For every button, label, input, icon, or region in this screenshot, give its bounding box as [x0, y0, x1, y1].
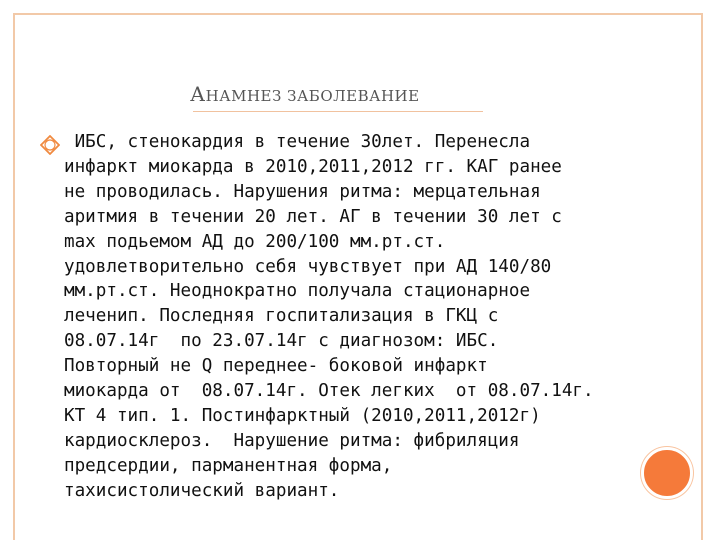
text-line: удовлетворительно себя чувствует при АД 140/80 [64, 256, 552, 277]
title-divider [193, 111, 483, 112]
title-rest: НАМНЕЗ ЗАБОЛЕВАНИЕ [205, 87, 420, 105]
text-line: инфаркт миокарда в 2010,2011,2012 гг. КАГ ранее [64, 156, 562, 177]
text-line: ИБС, стенокардия в течение 30лет. Перенесла [64, 132, 531, 152]
text-line: не проводилась. Нарушения ритма: мерцательная [64, 181, 541, 202]
text-line: леченип. Последняя госпитализация в ГКЦ с [64, 306, 499, 327]
text-line: мм.рт.ст. Неоднократно получала стационарное [64, 281, 531, 302]
text-line: кардиосклероз. Нарушение ритма: фибриляция [64, 430, 520, 451]
text-line: max подьемом АД до 200/100 мм.рт.ст. [64, 231, 446, 252]
text-line: 08.07.14г по 23.07.14г с диагнозом: ИБС. [64, 331, 499, 352]
text-line: миокарда от 08.07.14г. Отек легких от 08.07.14г. [64, 381, 594, 402]
text-line: предсердии, парманентная форма, [64, 455, 393, 476]
title-first-letter: А [190, 82, 206, 106]
text-line: КТ 4 тип. 1. Постинфарктный (2010,2011,2012г) [64, 405, 541, 426]
text-line: тахисистолический вариант. [64, 480, 340, 501]
text-line: Повторный не Q переднее- боковой инфаркт [64, 356, 488, 377]
decorative-circle [641, 447, 693, 499]
anamnesis-text [64, 130, 620, 504]
hollow-diamond-bullet-icon [40, 135, 60, 155]
text-line: аритмия в течении 20 лет. АГ в течении 30 лет с [64, 206, 562, 227]
slide-title [190, 82, 420, 106]
